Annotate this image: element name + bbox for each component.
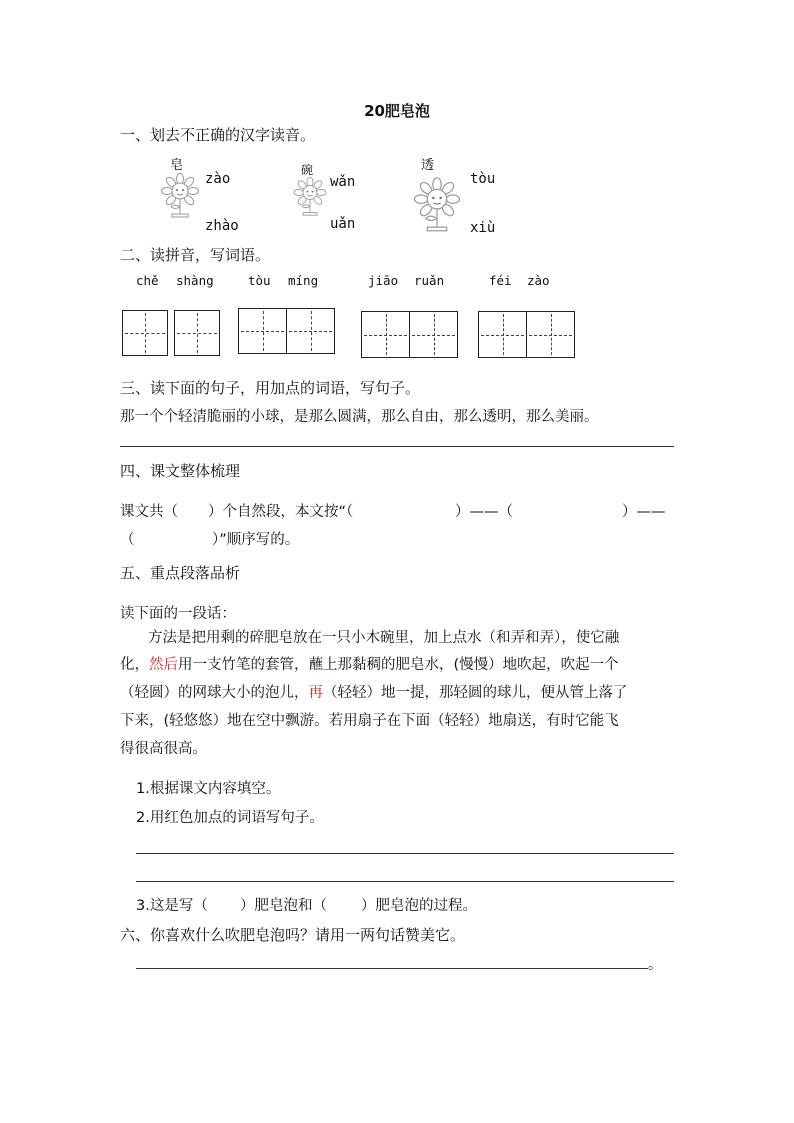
writing-grid-box[interactable] [286,308,335,354]
flower-icon [160,172,200,218]
writing-grid-box[interactable] [526,311,575,358]
section5-heading: 五、重点段落品析 [120,564,241,582]
word2-pinyin-1: tòu [248,273,271,288]
section4-line1-b: ）个自然段，本文按“（ [208,504,354,520]
section1-heading: 一、划去不正确的汉字读音。 [120,126,316,144]
passage-line-1: 方法是把用剩的碎肥皂放在一只小木碗里，加上点水（和弄和弄），使它融 [148,630,620,646]
answer-line[interactable] [136,853,674,854]
word4-pinyin-2: zào [527,273,550,288]
word1-pinyin-1: chě [136,273,159,288]
passage-text: （轻圆）的网球大小的泡儿， [120,685,309,701]
section4-line2-a: （ [120,532,135,548]
question-1: 1.根据课文内容填空。 [136,781,281,797]
writing-grid-box[interactable] [174,310,220,356]
section2-heading: 二、读拼音，写词语。 [120,246,271,264]
red-dotted-word: 然后 [149,657,178,673]
item3-char: 透 [421,158,435,173]
word4-pinyin-1: féi [489,273,512,288]
section3-heading: 三、读下面的句子，用加点的词语，写句子。 [120,379,421,397]
word2-pinyin-2: míng [288,273,319,288]
item3-option-top[interactable]: tòu [470,171,496,187]
question-2: 2.用红色加点的词语写句子。 [136,810,324,826]
word1-pinyin-2: shàng [176,273,214,288]
question-3-c: ）肥皂泡的过程。 [361,898,477,914]
answer-line[interactable] [120,446,674,447]
item2-option-bottom[interactable]: uǎn [330,216,356,232]
passage-line-5: 得很高很高。 [120,741,207,757]
item3-option-bottom[interactable]: xiù [470,220,496,236]
item1-char: 皂 [170,158,184,173]
answer-line[interactable] [136,968,648,969]
passage-text: 化， [120,657,149,673]
item1-option-top[interactable]: zào [205,171,231,187]
section3-sentence: 那一个个轻清脆丽的小球，是那么圆满，那么自由，那么透明，那么美丽。 [120,409,599,425]
question-3-a: 3.这是写（ [136,898,208,914]
section5-intro: 读下面的一段话： [120,606,236,622]
section4-line1-a: 课文共（ [120,504,178,520]
item2-option-top[interactable]: wǎn [330,174,356,190]
passage-line-2 [120,652,619,679]
writing-grid-box[interactable] [478,311,527,358]
writing-grid-box[interactable] [238,308,287,354]
section4-line1-d: ）—— [622,504,666,520]
flower-icon [412,176,462,232]
item1-option-bottom[interactable]: zhào [205,218,239,234]
answer-line[interactable] [136,881,674,882]
flower-icon [292,176,328,216]
item2-char: 碗 [301,163,314,177]
end-mark: 。 [648,957,663,973]
word3-pinyin-1: jiāo [368,273,399,288]
red-dotted-word: 再 [308,685,323,701]
section6-heading: 六、你喜欢什么吹肥皂泡吗？请用一两句话赞美它。 [120,926,466,944]
section4-line1-c: ）——（ [455,504,513,520]
passage-text: 用一支竹笔的套管，蘸上那黏稠的肥皂水，(慢慢）地吹起，吹起一个 [178,657,619,673]
section4-heading: 四、课文整体梳理 [120,462,241,480]
page-title: 20肥皂泡 [364,102,430,120]
writing-grid-box[interactable] [122,310,168,356]
writing-grid-box[interactable] [409,311,458,358]
section4-line2-b: ）”顺序写的。 [212,532,300,548]
word3-pinyin-2: ruǎn [414,273,445,288]
passage-line-4: 下来，(轻悠悠）地在空中飘游。若用扇子在下面（轻轻）地扇送，有时它能飞 [120,713,619,729]
writing-grid-box[interactable] [361,311,410,358]
question-3-b: ）肥皂泡和（ [240,898,327,914]
passage-text: （轻轻）地一提，那轻圆的球儿，便从管上落了 [323,685,628,701]
passage-line-3 [120,680,628,707]
